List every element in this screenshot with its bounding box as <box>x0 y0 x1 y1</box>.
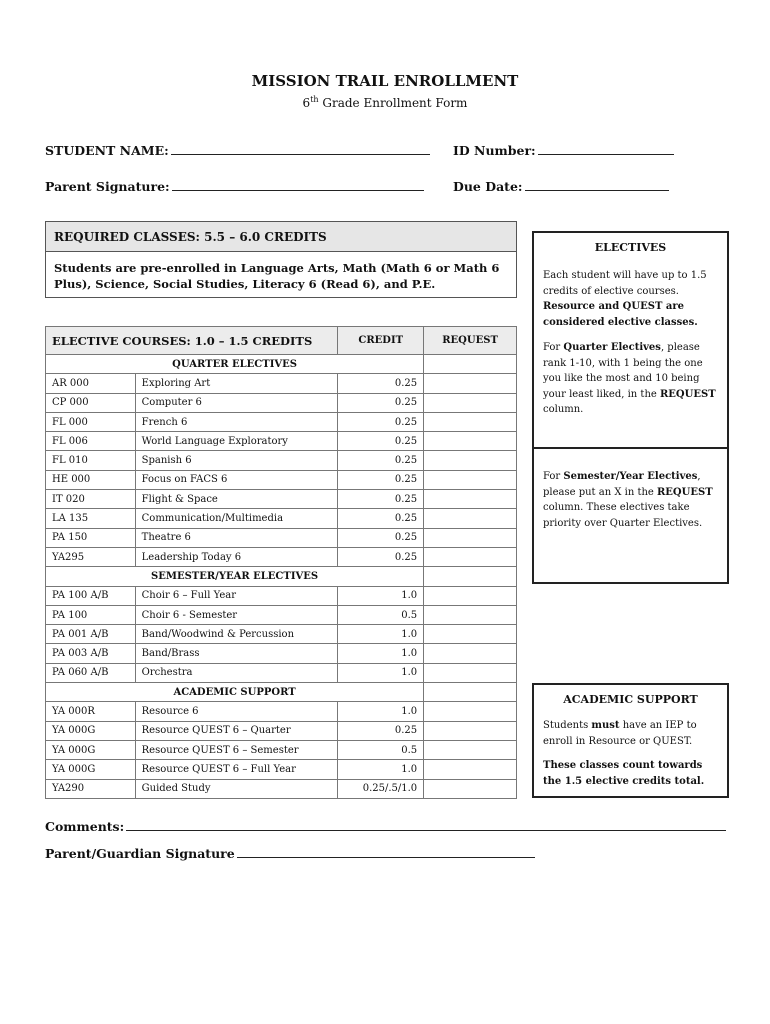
course-name: Orchestra <box>135 663 338 682</box>
course-row <box>46 760 517 779</box>
section-request-cell <box>424 567 517 586</box>
course-code: FL 010 <box>46 451 136 470</box>
section-heading: SEMESTER/YEAR ELECTIVES <box>46 567 424 586</box>
id-number-blank[interactable] <box>538 143 674 155</box>
course-code: LA 135 <box>46 509 136 528</box>
request-cell[interactable] <box>424 412 517 431</box>
course-row <box>46 740 517 759</box>
course-code: PA 060 A/B <box>46 663 136 682</box>
form-title: MISSION TRAIL ENROLLMENT <box>251 72 519 90</box>
course-code: PA 100 <box>46 605 136 624</box>
course-credit: 1.0 <box>338 586 424 605</box>
request-cell[interactable] <box>424 451 517 470</box>
request-cell[interactable] <box>424 625 517 644</box>
course-code: IT 020 <box>46 490 136 509</box>
course-name: Resource QUEST 6 – Semester <box>135 740 338 759</box>
section-row <box>46 567 517 586</box>
course-row <box>46 586 517 605</box>
parent-signature-label: Parent Signature: <box>45 179 170 194</box>
course-credit: 0.5 <box>338 740 424 759</box>
course-code: AR 000 <box>46 374 136 393</box>
course-credit: 0.25 <box>338 509 424 528</box>
request-cell[interactable] <box>424 528 517 547</box>
course-name: Choir 6 – Full Year <box>135 586 338 605</box>
request-cell[interactable] <box>424 663 517 682</box>
course-row <box>46 528 517 547</box>
course-code: YA 000R <box>46 702 136 721</box>
request-cell[interactable] <box>424 490 517 509</box>
course-code: YA 000G <box>46 760 136 779</box>
comments-label: Comments: <box>45 819 125 834</box>
course-code: YA290 <box>46 779 136 798</box>
course-name: French 6 <box>135 412 338 431</box>
course-row <box>46 509 517 528</box>
student-name-blank[interactable] <box>171 143 430 155</box>
parent-signature-blank[interactable] <box>172 179 424 191</box>
course-row <box>46 393 517 412</box>
request-cell[interactable] <box>424 470 517 489</box>
comments-field[interactable] <box>45 819 726 834</box>
request-cell[interactable] <box>424 760 517 779</box>
electives-info-paragraph-3: For Semester/Year Electives, please put an X in the REQUEST column. These electives take priority over Quarter Electives. <box>543 471 713 529</box>
request-cell[interactable] <box>424 374 517 393</box>
course-name: Communication/Multimedia <box>135 509 338 528</box>
course-credit: 1.0 <box>338 644 424 663</box>
id-number-label: ID Number: <box>453 143 536 158</box>
course-row <box>46 451 517 470</box>
electives-info-title: ELECTIVES <box>594 241 667 254</box>
course-credit: 0.25 <box>338 374 424 393</box>
required-classes-box <box>45 221 517 298</box>
course-credit: 1.0 <box>338 663 424 682</box>
course-credit: 0.5 <box>338 605 424 624</box>
request-cell[interactable] <box>424 509 517 528</box>
course-row <box>46 625 517 644</box>
course-credit: 0.25 <box>338 432 424 451</box>
course-name: Resource 6 <box>135 702 338 721</box>
course-code: PA 150 <box>46 528 136 547</box>
course-name: Computer 6 <box>135 393 338 412</box>
elective-courses-table <box>45 326 517 799</box>
course-name: Resource QUEST 6 – Full Year <box>135 760 338 779</box>
student-name-field[interactable] <box>45 140 430 159</box>
course-code: FL 000 <box>46 412 136 431</box>
guardian-signature-blank[interactable] <box>237 846 535 858</box>
guardian-signature-label: Parent/Guardian Signature <box>45 846 235 861</box>
credit-column-header: CREDIT <box>338 327 424 355</box>
course-row <box>46 663 517 682</box>
course-credit: 0.25/.5/1.0 <box>338 779 424 798</box>
course-row <box>46 605 517 624</box>
course-row <box>46 412 517 431</box>
request-cell[interactable] <box>424 702 517 721</box>
course-name: Spanish 6 <box>135 451 338 470</box>
request-cell[interactable] <box>424 547 517 566</box>
course-name: World Language Exploratory <box>135 432 338 451</box>
course-name: Resource QUEST 6 – Quarter <box>135 721 338 740</box>
course-row <box>46 547 517 566</box>
academic-support-info-box <box>532 683 729 798</box>
required-classes-text: Students are pre-enrolled in Language Arts, Math (Math 6 or Math 6 Plus), Science, Social Studies, Literacy 6 (Read 6), and P.E. <box>54 261 500 291</box>
course-code: YA295 <box>46 547 136 566</box>
section-request-cell <box>424 683 517 702</box>
course-code: YA 000G <box>46 721 136 740</box>
section-request-cell <box>424 355 517 374</box>
course-code: HE 000 <box>46 470 136 489</box>
academic-support-info-title: ACADEMIC SUPPORT <box>563 693 698 706</box>
course-row <box>46 644 517 663</box>
request-cell[interactable] <box>424 644 517 663</box>
course-credit: 0.25 <box>338 470 424 489</box>
comments-blank[interactable] <box>126 819 726 831</box>
course-code: YA 000G <box>46 740 136 759</box>
course-credit: 0.25 <box>338 393 424 412</box>
electives-info-paragraph-2: For Quarter Electives, please rank 1-10, with 1 being the one you like the most and 10 being your least liked, in the REQUEST column. <box>543 342 716 415</box>
guardian-signature-field[interactable] <box>45 846 535 861</box>
course-code: PA 100 A/B <box>46 586 136 605</box>
course-row <box>46 721 517 740</box>
section-heading: QUARTER ELECTIVES <box>46 355 424 374</box>
course-credit: 0.25 <box>338 490 424 509</box>
electives-info-divider <box>534 447 727 449</box>
due-date-blank[interactable] <box>525 179 669 191</box>
required-classes-heading: REQUIRED CLASSES: 5.5 – 6.0 CREDITS <box>46 222 516 252</box>
course-name: Flight & Space <box>135 490 338 509</box>
course-code: FL 006 <box>46 432 136 451</box>
section-heading: ACADEMIC SUPPORT <box>46 683 424 702</box>
course-name: Theatre 6 <box>135 528 338 547</box>
course-credit: 0.25 <box>338 547 424 566</box>
course-credit: 0.25 <box>338 528 424 547</box>
request-cell[interactable] <box>424 721 517 740</box>
course-row <box>46 779 517 798</box>
academic-support-info-paragraph-2: These classes count towards the 1.5 elective credits total. <box>543 760 705 787</box>
course-credit: 1.0 <box>338 702 424 721</box>
electives-info-paragraph-1: Each student will have up to 1.5 credits of elective courses. Resource and QUEST are considered elective classes. <box>543 270 707 328</box>
request-cell[interactable] <box>424 432 517 451</box>
request-cell[interactable] <box>424 779 517 798</box>
form-subtitle: 6th Grade Enrollment Form <box>302 95 468 110</box>
request-cell[interactable] <box>424 605 517 624</box>
course-name: Focus on FACS 6 <box>135 470 338 489</box>
course-row <box>46 490 517 509</box>
course-code: CP 000 <box>46 393 136 412</box>
due-date-label: Due Date: <box>453 179 523 194</box>
academic-support-info-paragraph-1: Students must have an IEP to enroll in Resource or QUEST. <box>543 720 697 747</box>
elective-courses-heading: ELECTIVE COURSES: 1.0 – 1.5 CREDITS <box>46 327 338 355</box>
course-name: Leadership Today 6 <box>135 547 338 566</box>
student-name-label: STUDENT NAME: <box>45 143 169 158</box>
course-row <box>46 702 517 721</box>
course-credit: 0.25 <box>338 412 424 431</box>
course-row <box>46 470 517 489</box>
section-row <box>46 683 517 702</box>
course-name: Band/Woodwind & Percussion <box>135 625 338 644</box>
course-name: Guided Study <box>135 779 338 798</box>
course-name: Choir 6 - Semester <box>135 605 338 624</box>
section-row <box>46 355 517 374</box>
course-name: Band/Brass <box>135 644 338 663</box>
electives-info-box <box>532 231 729 584</box>
parent-signature-field[interactable] <box>45 176 424 195</box>
course-row <box>46 432 517 451</box>
course-credit: 1.0 <box>338 760 424 779</box>
course-credit: 1.0 <box>338 625 424 644</box>
request-cell[interactable] <box>424 740 517 759</box>
due-date-field[interactable] <box>453 176 669 195</box>
id-number-field[interactable] <box>453 140 674 159</box>
course-credit: 0.25 <box>338 721 424 740</box>
request-cell[interactable] <box>424 393 517 412</box>
course-name: Exploring Art <box>135 374 338 393</box>
course-code: PA 001 A/B <box>46 625 136 644</box>
request-column-header: REQUEST <box>424 327 517 355</box>
course-code: PA 003 A/B <box>46 644 136 663</box>
course-row <box>46 374 517 393</box>
request-cell[interactable] <box>424 586 517 605</box>
course-credit: 0.25 <box>338 451 424 470</box>
